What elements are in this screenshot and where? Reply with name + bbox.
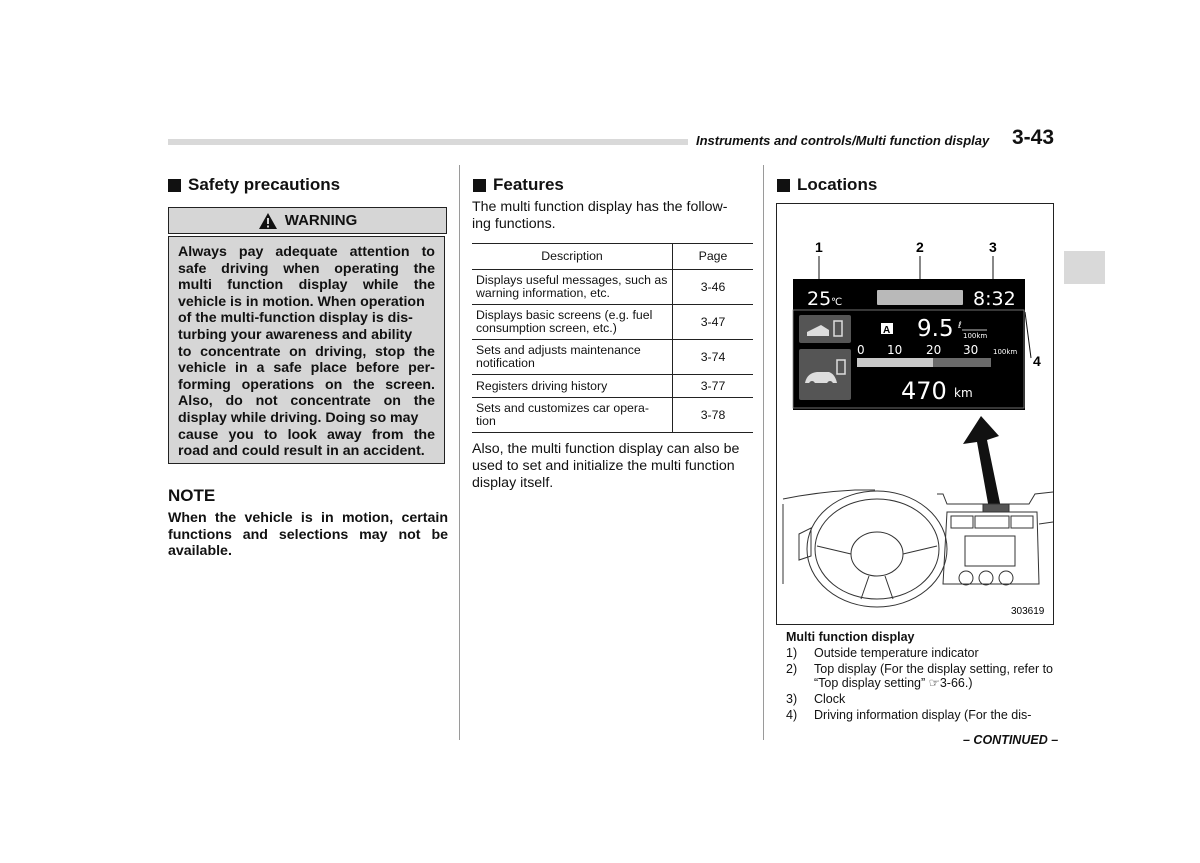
warning-word: stop: [375, 343, 405, 360]
range-value: 470: [901, 377, 947, 405]
list-item: [786, 646, 1058, 660]
features-heading-text: Features: [493, 175, 564, 194]
warning-word: look: [287, 426, 317, 443]
features-heading: [473, 175, 564, 195]
list-item-number: 1): [786, 646, 798, 660]
section-bullet: [473, 179, 486, 192]
warning-word: cause: [178, 426, 219, 443]
warning-word: the: [413, 260, 435, 277]
warning-word: road and could result in an accident.: [178, 443, 425, 460]
warning-word: on: [383, 393, 401, 410]
warning-word: Also,: [178, 393, 213, 410]
caption-list: [786, 646, 1058, 724]
features-outro: Also, the multi function display can also be used to set and initialize the multi function display itself.: [472, 441, 740, 491]
warning-word: display: [298, 277, 348, 294]
table-header-page: Page: [673, 244, 754, 270]
warning-word: to: [421, 244, 435, 260]
warning-header: [168, 207, 447, 234]
table-cell-description: Registers driving history: [472, 375, 673, 398]
note-text: When the vehicle is in motion, certain functions and selections may not be available.: [168, 510, 448, 560]
warning-word: in: [235, 360, 248, 377]
table-row: [472, 375, 753, 398]
warning-text-line: [178, 294, 435, 311]
warning-word: to: [263, 426, 278, 443]
table-cell-description: Sets and customizes car opera- tion: [472, 398, 673, 433]
warning-word: operating: [334, 260, 399, 277]
caption-title: Multi function display: [786, 630, 915, 644]
warning-word: per-: [408, 360, 435, 377]
column-divider-right: [763, 165, 764, 740]
warning-word: Always: [178, 244, 227, 260]
running-header: Instruments and controls/Multi function display: [696, 133, 990, 148]
warning-word: concentrate: [290, 393, 371, 410]
scale-label-20: 20: [926, 343, 942, 357]
list-item: [786, 662, 1058, 690]
table-cell-description: Sets and adjusts maintenance notification: [472, 340, 673, 375]
warning-word: forming: [178, 376, 231, 393]
warning-word: while: [362, 277, 399, 294]
dashboard-line-art: [783, 490, 1053, 607]
features-intro: The multi function display has the follow- ing functions.: [472, 199, 728, 232]
table-row: [472, 340, 753, 375]
chapter-tab: [1064, 251, 1105, 284]
warning-text-line: [178, 427, 435, 444]
table-cell-page: 3-46: [673, 270, 754, 305]
warning-word: driving,: [315, 343, 367, 360]
callout-2: 2: [916, 239, 924, 255]
mode-letter: A: [883, 325, 891, 336]
page-number: 3-43: [1012, 126, 1055, 149]
table-cell-description: Displays useful messages, such as warning information, etc.: [472, 270, 673, 305]
warning-word: vehicle: [178, 360, 227, 377]
table-cell-page: 3-77: [673, 375, 754, 398]
warning-word: on: [289, 343, 307, 360]
warning-label: WARNING: [284, 212, 358, 229]
warning-text-line: [178, 327, 435, 344]
table-cell-page: 3-47: [673, 305, 754, 340]
locations-heading-text: Locations: [797, 175, 878, 194]
callout-3: 3: [989, 239, 997, 255]
safety-heading-text: Safety precautions: [188, 175, 341, 194]
warning-text-line: [178, 393, 435, 410]
continued-marker: – CONTINUED –: [963, 733, 1059, 747]
warning-word: away: [326, 426, 362, 443]
warning-text-line: [178, 410, 435, 427]
list-item-text: Outside temperature indicator: [814, 646, 979, 660]
table-cell-page: 3-78: [673, 398, 754, 433]
warning-text-line: [178, 244, 435, 261]
list-item-number: 3): [786, 692, 798, 706]
scale-label-10: 10: [887, 343, 903, 357]
note-title: NOTE: [168, 486, 216, 505]
warning-word: adequate: [275, 244, 338, 260]
scale-label-30: 30: [963, 343, 979, 357]
temperature-unit: ℃: [831, 297, 843, 308]
scale-unit: 100km: [993, 348, 1018, 356]
list-item-number: 2): [786, 662, 798, 676]
warning-text-line: [178, 344, 435, 361]
list-item-number: 4): [786, 708, 798, 722]
range-unit: km: [954, 386, 973, 400]
list-item-text: Top display (For the display setting, refer to “Top display setting” ☞3-66.): [814, 662, 1054, 690]
warning-word: place: [310, 360, 347, 377]
top-display-bar: [877, 290, 963, 305]
temperature-readout: 25: [807, 288, 832, 310]
warning-word: pay: [238, 244, 264, 260]
warning-word: attention: [349, 244, 410, 260]
warning-text-line: [178, 261, 435, 278]
column-divider-left: [459, 165, 460, 740]
warning-word: of the multi-function display is dis-: [178, 310, 413, 327]
warning-text-line: [178, 443, 435, 460]
fuel-economy-unit-bottom: 100km: [963, 332, 988, 340]
warning-text-line: [178, 360, 435, 377]
figure-id: 303619: [1011, 606, 1045, 617]
warning-word: from: [371, 426, 404, 443]
warning-text-line: [178, 310, 435, 327]
clock-readout: 8:32: [973, 288, 1016, 310]
table-row: [472, 305, 753, 340]
warning-word: you: [228, 426, 254, 443]
warning-word: vehicle is in motion. When operation: [178, 293, 425, 310]
warning-word: when: [283, 260, 320, 277]
warning-word: do: [225, 393, 243, 410]
warning-text-line: [178, 377, 435, 394]
features-table: [472, 243, 753, 433]
warning-word: multi: [178, 277, 212, 294]
section-bullet: [777, 179, 790, 192]
warning-word: driving: [221, 260, 269, 277]
fuel-economy-unit-top: ℓ: [958, 321, 962, 331]
table-header-description: Description: [472, 244, 673, 270]
warning-word: before: [355, 360, 400, 377]
list-item-text: Clock: [814, 692, 846, 706]
list-item: [786, 708, 1058, 722]
callout-1: 1: [815, 239, 823, 255]
display-figure: [776, 203, 1054, 625]
warning-word: on: [325, 376, 343, 393]
table-cell-page: 3-74: [673, 340, 754, 375]
warning-word: screen.: [385, 376, 435, 393]
fuel-economy-value: 9.5: [917, 316, 954, 342]
warning-word: to: [178, 343, 192, 360]
scale-label-0: 0: [857, 343, 865, 357]
warning-word: operations: [241, 376, 315, 393]
list-item: [786, 692, 1058, 706]
warning-word: a: [256, 360, 265, 377]
warning-word: the: [413, 343, 435, 360]
table-row: [472, 398, 753, 433]
table-row: [472, 270, 753, 305]
callout-4: 4: [1033, 353, 1041, 369]
safety-heading: [168, 175, 340, 195]
warning-triangle-icon: [258, 212, 278, 230]
scale-fill: [857, 358, 933, 367]
warning-word: function: [227, 277, 284, 294]
warning-word: turbing your awareness and ability: [178, 326, 413, 343]
table-cell-description: Displays basic screens (e.g. fuel consumption screen, etc.): [472, 305, 673, 340]
warning-word: the: [413, 277, 435, 294]
warning-body: [168, 236, 445, 464]
warning-word: safe: [178, 260, 207, 277]
locations-heading: [777, 175, 877, 195]
pointer-arrow-icon: [963, 416, 1001, 509]
header-rule: [168, 139, 688, 145]
list-item-text: Driving information display (For the dis-: [814, 708, 1032, 722]
warning-word: the: [353, 376, 375, 393]
table-header-row: [472, 244, 753, 270]
warning-word: display while driving. Doing so may: [178, 409, 419, 426]
warning-text-line: [178, 277, 435, 294]
warning-word: the: [413, 393, 435, 410]
warning-word: the: [413, 426, 435, 443]
display-illustration: [777, 204, 1053, 624]
warning-word: safe: [273, 360, 302, 377]
warning-word: concentrate: [200, 343, 281, 360]
warning-word: not: [255, 393, 278, 410]
section-bullet: [168, 179, 181, 192]
